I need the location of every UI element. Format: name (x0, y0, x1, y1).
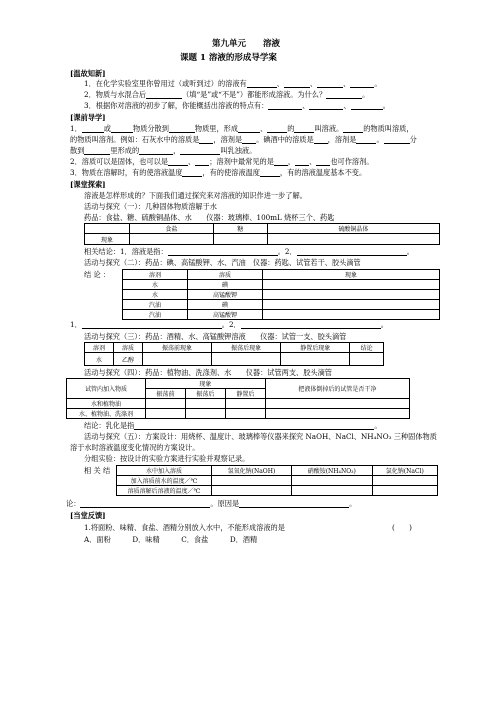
feedback-q1: 1.将面粉、味精、食盐、酒精分别放入水中，不能形成溶液的是 (84, 523, 285, 532)
activity-5-line-1: 活动与探究（五）：方案设计：用烧杯、温度计、玻璃棒等仪器来探究 NaOH、NaCl、NH₄NO₃ 三种固体物质 (84, 432, 437, 441)
review-q3: 3．根据你对溶液的初步了解，你能概括出溶液的特点有： 、 、 。 (84, 101, 390, 110)
activity-1-materials: 药品：食盐、糖、硫酸铜晶体、水 仪器：玻璃棒、100mL 烧杯三个、药匙 (84, 213, 335, 222)
activity-2-conclusion-label: 结 论 ： (84, 270, 111, 279)
activity-4-title: 活动与探究（四）：药品：植物油、洗涤剂、水 仪器：试管两支、胶头滴管 (84, 368, 332, 377)
preview-line-1: 1． 或 物质分散到 物质里，形成 、 的 叫溶液。 的物质叫溶质， (70, 124, 414, 133)
table-activity-2: 溶剂 溶质 现象 水 碘 水 高锰酸钾 汽油 碘 汽油 高锰酸钾 (122, 269, 440, 320)
inquiry-intro: 溶液是怎样形成的？下面我们通过探究来对溶液的知识作进一步了解。 (84, 191, 307, 200)
preview-line-4: 2．溶质可以是固体，也可以是 、 ；溶剂中最常见的是 ， 、 也可作溶剂。 (70, 157, 374, 166)
conclusion-4: 结论：乳化是指 。 (84, 421, 382, 430)
activity-2-blanks: 1． 。2． 。 (70, 320, 388, 329)
activity-3-title: 活动与探究（三）：药品：酒精、水、高锰酸钾溶液 仪器：试管一支、胶头滴管 (84, 332, 347, 341)
preview-line-5: 3．物质在溶解时，有的使溶液温度 ，有的使溶液温度 ，有的溶液温度基本不变。 (70, 168, 367, 177)
activity-1-title: 活动与探究（一）：几种固体物质溶解于水 (84, 202, 217, 211)
activity-5-line-3: 分组实验：按设计的实验方案进行实验并观察记录。 (84, 454, 250, 463)
table-activity-1: 食盐 糖 硫酸铜晶体 现象 (84, 223, 440, 245)
preview-line-2: 的物质叫溶剂。例如：石灰水中的溶质是 ，溶剂是 。碘酒中的溶质是 ，溶剂是 。 分 (70, 135, 417, 144)
feedback-heading: [当堂反馈] (70, 511, 106, 520)
table-activity-5: 水中加入溶质 氢氧化钠(NaOH) 硝酸铵(NH₄NO₃) 氯化钠(NaCl) 加入溶质前水的温度／℃ 溶质溶解后溶液的温度／℃ (116, 465, 438, 496)
lesson-title: 课题 1 溶液的形成导学案 (180, 53, 277, 63)
activity-5-conclusion-label: 相 关 结 (84, 466, 111, 475)
activity-5-conclusion: 论： 。原因是 。 (66, 499, 357, 508)
feedback-q1-answer-blank: ( ) (392, 523, 412, 532)
activity-2-title: 活动与探究（二）：药品：碘、高锰酸钾、水、汽油 仪器：药匙、试管若干、胶头滴管 (84, 258, 361, 267)
preview-heading: [课前导学] (70, 113, 106, 122)
review-q2: 2．物质与水混合后 （填“是”或“不是”）都能形成溶液。为什么？ 。 (84, 90, 370, 99)
conclusion-1: 相关结论：1．溶液是指： 。2． 。 (84, 247, 414, 256)
inquiry-heading: [课堂探索] (70, 180, 106, 189)
review-heading: [温故知新] (70, 69, 106, 78)
review-q1: 1．在化学实验室里你曾用过（或听到过）的溶液有 、 、 、 。 (84, 79, 382, 88)
feedback-q1-options: A．面粉 D．味精 C．食盐 D．酒精 (84, 535, 258, 544)
table-activity-4: 试管内加入物质 现象 把液体倒掉后的试管是否干净 振荡前 振荡后 静置后 水和植物油 水、植物油、洗涤剂 (66, 378, 410, 419)
preview-line-3: 散到 里形成的 ， 叫乳浊液。 (70, 146, 257, 155)
unit-title: 第九单元 溶液 (212, 39, 281, 49)
table-activity-3: 溶剂 溶质 振荡前现象 振荡后现象 静置后现象 结论 水 乙醇 (84, 342, 384, 366)
activity-5-line-2: 溶于水时溶液温度变化情况的方案设计。 (70, 443, 200, 452)
